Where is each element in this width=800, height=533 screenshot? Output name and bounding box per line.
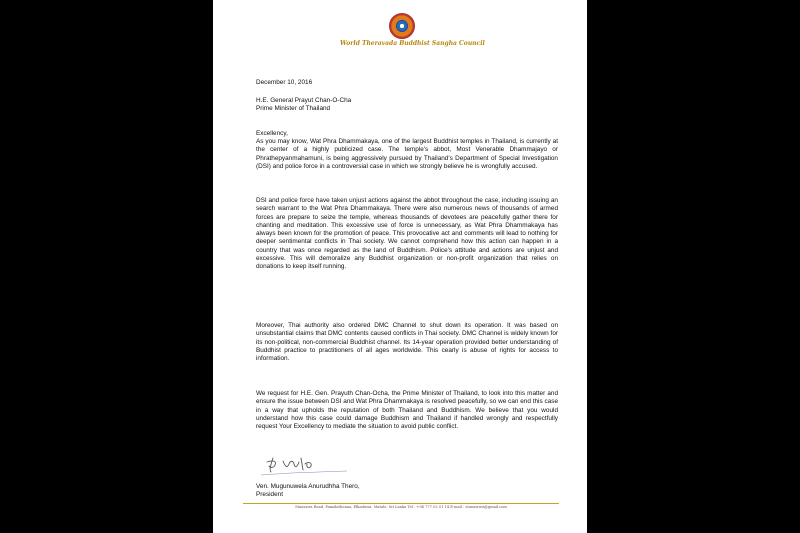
organization-name: World Theravada Buddhist Sangha Council xyxy=(340,40,485,47)
paragraph-3: Moreover, Thai authority also ordered DMC Channel to shut down its operation. It was based on unsubstantial claims that DMC contents caused conflicts in Thai society. DMC Channel is widely known for its non-political, non-commercial Buddhist channel. Its 14-year operation provided better understanding of Buddhist practice to practitioners of all ages worldwide. This cearly is abuse of rights for access to information. xyxy=(256,322,558,363)
handwritten-signature-icon xyxy=(259,452,349,478)
salutation: Excellency, xyxy=(256,130,288,137)
recipient-title: Prime Minister of Thailand xyxy=(256,105,331,113)
recipient-name: H.E. General Prayut Chan-O-Cha xyxy=(256,97,352,104)
dharma-wheel-emblem-icon xyxy=(389,13,415,39)
paragraph-1: As you may know, Wat Phra Dhammakaya, one of the largest Buddhist temples in Thailand, is currently at the center of a highly publicized case. The temple's abbot, Most Venerable Dhammajayo or Phrathepyanmahamuni, is being aggressively pursued by Thailand's Department of Special Investigation (DSI) and police force in a controversial case in which we strongly believe he is wrongfully accused. xyxy=(256,138,558,170)
signer-name: Ven. Mugunuwela Anurudhha Thero, xyxy=(256,483,360,490)
recipient-block xyxy=(256,97,558,114)
letter-date: December 10, 2016 xyxy=(256,79,313,86)
signer-title: President xyxy=(256,491,283,499)
footer-rule xyxy=(243,503,559,504)
logo-center xyxy=(397,21,407,31)
closing-block xyxy=(256,483,558,500)
footer-address: Mausawa Road, Pamalathenna, Elkaduwa, Matale, Sri Lanka Tel : +94 777 02 01 14 E-mail : stunatrust@gmail.com xyxy=(295,505,507,509)
paragraph-4: We request for H.E. Gen. Prayuth Chan-Ocha, the Prime Minister of Thailand, to look into this matter and ensure the issue between DSI and Wat Phra Dhammakaya is resolved peacefully, so we can end this case in a way that upholds the reputation of both Thailand and Buddhism. We believe that you would understand how this case could damage Buddhism and Thailand if handled wrongly and respectfully request Your Excellency to mediate the situation to avoid public conflict. xyxy=(256,390,558,431)
letter-page xyxy=(213,0,587,533)
paragraph-2: DSI and police force have taken unjust actions against the abbot throughout the case, including issuing an search warrant to the Wat Phra Dhammakaya. There were also numerous news of thousands of armed forces are prepare to seize the temple, whereas thousands of devotees are peacefully gather there for chanting and meditation. This excessive use of force is unnecessary, as Wat Phra Dhammakaya has always been known for the promotion of peace. This provocative act and comments will lead to nothing for deeper sentimental conflicts in Thai society. We cannot comprehend how this action can happen in a country that was once regarded as the land of Buddhism. Police's attitude and actions are unjust and excessive. This will demoralize any Buddhist organization or non-profit organization that relies on donations to keep itself running. xyxy=(256,197,558,271)
